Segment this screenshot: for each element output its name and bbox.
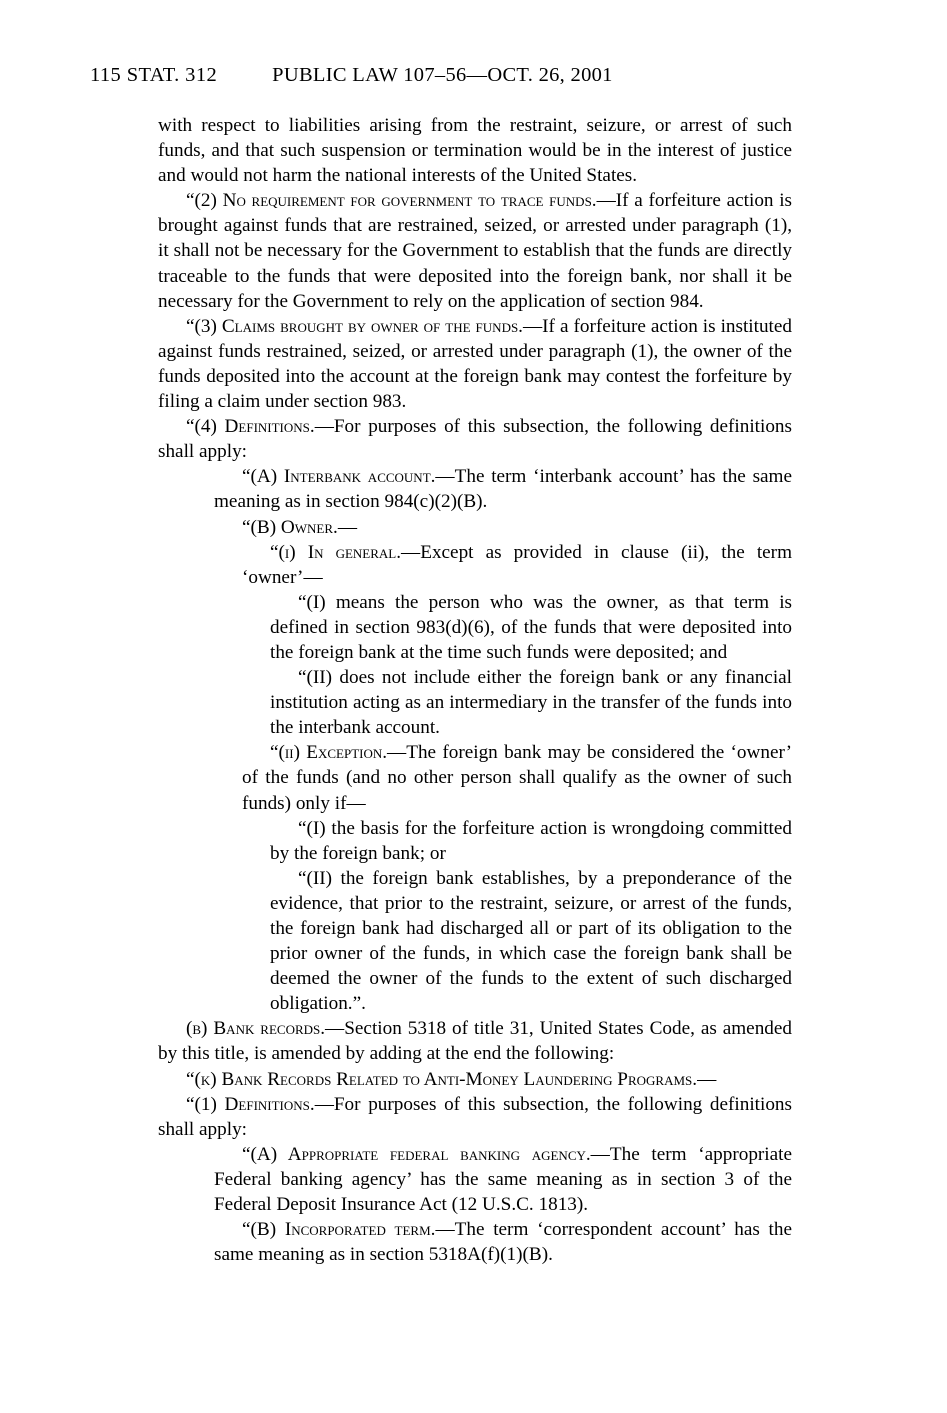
subsection-b-heading: (b) Bank records.— [186,1018,345,1040]
public-law-citation: PUBLIC LAW 107–56—OCT. 26, 2001 [272,64,613,86]
subsection-k-heading: “(k) Bank Records Related to Anti-Money Laundering Programs.— [186,1068,717,1090]
subclause-ii-1: “(I) the basis for the forfeiture action is wrongdoing committed by the foreign bank; or [270,817,792,864]
statute-citation: 115 STAT. 312 [90,64,218,86]
paragraph-3-heading: “(3) Claims brought by owner of the funds.— [186,315,543,337]
k-paragraph-1: “(1) Definitions.—For purposes of this subsection, the following definitions shall apply: [158,1093,792,1140]
subparagraph-b-heading: “(B) Owner.— [242,516,358,538]
clause-i: “(i) In general.—Except as provided in clause (ii), the term ‘owner’— [242,541,792,588]
subparagraph-a-heading: “(A) Interbank account.— [242,466,455,488]
clause-i-heading: “(i) In general.— [270,541,421,563]
subparagraph-b-heading-line [214,515,792,540]
k-subparagraph-b: “(B) Incorporated term.—The term ‘correspondent account’ has the same meaning as in section 5318A(f)(1)(B). [214,1219,792,1266]
paragraph-3: “(3) Claims brought by owner of the funds.—If a forfeiture action is instituted against funds restrained, seized, or arrested under paragraph (1), the owner of the funds deposited into the account at the foreign bank may contest the forfeiture by filing a claim under section 983. [158,315,792,413]
paragraph-4-heading: “(4) Definitions.— [186,416,334,438]
k-subparagraph-b-heading: “(B) Incorporated term.— [242,1219,455,1241]
clause-ii-heading: “(ii) Exception.— [270,742,407,764]
paragraph-continuation: with respect to liabilities arising from the restraint, seizure, or arrest of such funds, and that such suspension or termination would be in the interest of justice and would not harm the national interests of the United States. [158,115,792,187]
subclause-ii-2: “(II) the foreign bank establishes, by a preponderance of the evidence, that prior to the restraint, seizure, or arrest of the funds, the foreign bank had discharged all or part of its obligation to the prior owner of the funds, in which case the foreign bank shall be deemed the owner of the funds to the extent of such discharged obligation.”. [270,867,792,1015]
subclause-i-1: “(I) means the person who was the owner, as that term is defined in section 983(d)(6), of the funds that were deposited into the foreign bank at the time such funds were deposited; and [270,591,792,663]
subparagraph-a: “(A) Interbank account.—The term ‘interbank account’ has the same meaning as in section 984(c)(2)(B). [214,466,792,513]
k-subparagraph-a-heading: “(A) Appropriate federal banking agency.— [242,1143,610,1165]
subsection-k-heading-line [158,1067,792,1092]
clause-ii: “(ii) Exception.—The foreign bank may be considered the ‘owner’ of the funds (and no other person shall qualify as the owner of such funds) only if— [242,742,792,814]
subsection-b: (b) Bank records.—Section 5318 of title 31, United States Code, as amended by this title, is amended by adding at the end the following: [158,1018,792,1065]
document-body [158,113,792,1267]
subclause-i-2: “(II) does not include either the foreign bank or any financial institution acting as an intermediary in the transfer of the funds into the interbank account. [270,667,792,739]
k-subparagraph-a: “(A) Appropriate federal banking agency.—The term ‘appropriate Federal banking agency’ has the same meaning as in section 3 of the Federal Deposit Insurance Act (12 U.S.C. 1813). [214,1143,792,1216]
k-paragraph-1-heading: “(1) Definitions.— [186,1093,334,1115]
paragraph-2: “(2) No requirement for government to trace funds.—If a forfeiture action is brought against funds that are restrained, seized, or arrested under paragraph (1), it shall not be necessary for the Government to establish that the funds are directly traceable to the funds that were deposited into the foreign bank, nor shall it be necessary for the Government to rely on the application of section 984. [158,190,793,312]
paragraph-4: “(4) Definitions.—For purposes of this subsection, the following definitions shall apply: [158,416,792,463]
paragraph-2-heading: “(2) No requirement for government to trace funds.— [186,190,616,212]
page-header [90,64,860,87]
